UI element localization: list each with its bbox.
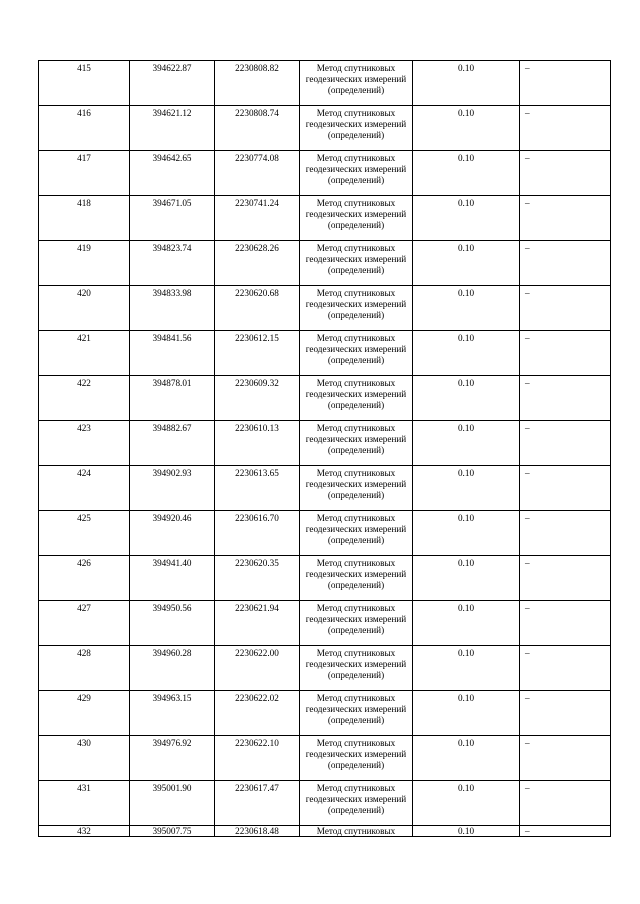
y-coordinate-cell: 2230609.32 — [215, 376, 300, 421]
x-coordinate-cell: 394941.40 — [130, 556, 215, 601]
note-cell: – — [520, 466, 611, 511]
note-cell: – — [520, 736, 611, 781]
accuracy-cell: 0.10 — [413, 556, 520, 601]
point-number-cell: 426 — [39, 556, 130, 601]
table-row — [39, 376, 611, 421]
point-number-cell: 421 — [39, 331, 130, 376]
point-number-cell: 431 — [39, 781, 130, 826]
method-cell: Метод спутниковых геодезических измерений (определений) — [300, 61, 413, 106]
x-coordinate-cell: 394878.01 — [130, 376, 215, 421]
point-number-cell: 429 — [39, 691, 130, 736]
accuracy-cell: 0.10 — [413, 601, 520, 646]
note-cell: – — [520, 556, 611, 601]
note-cell: – — [520, 601, 611, 646]
point-number-cell: 432 — [39, 826, 130, 837]
note-cell: – — [520, 511, 611, 556]
accuracy-cell: 0.10 — [413, 331, 520, 376]
point-number-cell: 415 — [39, 61, 130, 106]
accuracy-cell: 0.10 — [413, 196, 520, 241]
accuracy-cell: 0.10 — [413, 106, 520, 151]
x-coordinate-cell: 394671.05 — [130, 196, 215, 241]
method-cell: Метод спутниковых геодезических измерений (определений) — [300, 736, 413, 781]
accuracy-cell: 0.10 — [413, 376, 520, 421]
x-coordinate-cell: 394621.12 — [130, 106, 215, 151]
point-number-cell: 416 — [39, 106, 130, 151]
method-cell: Метод спутниковых геодезических измерений (определений) — [300, 556, 413, 601]
note-cell: – — [520, 646, 611, 691]
x-coordinate-cell: 394950.56 — [130, 601, 215, 646]
table-row — [39, 61, 611, 106]
table-row — [39, 556, 611, 601]
table-row — [39, 691, 611, 736]
table-row — [39, 601, 611, 646]
method-cell: Метод спутниковых геодезических измерений (определений) — [300, 376, 413, 421]
note-cell: – — [520, 151, 611, 196]
point-number-cell: 425 — [39, 511, 130, 556]
point-number-cell: 418 — [39, 196, 130, 241]
table-row — [39, 736, 611, 781]
y-coordinate-cell: 2230808.82 — [215, 61, 300, 106]
method-cell: Метод спутниковых геодезических измерений (определений) — [300, 286, 413, 331]
y-coordinate-cell: 2230617.47 — [215, 781, 300, 826]
method-cell: Метод спутниковых геодезических измерений (определений) — [300, 421, 413, 466]
table-row — [39, 511, 611, 556]
method-cell: Метод спутниковых геодезических измерений (определений) — [300, 511, 413, 556]
y-coordinate-cell: 2230620.35 — [215, 556, 300, 601]
method-cell: Метод спутниковых геодезических измерений (определений) — [300, 331, 413, 376]
x-coordinate-cell: 394920.46 — [130, 511, 215, 556]
x-coordinate-cell: 394902.93 — [130, 466, 215, 511]
point-number-cell: 428 — [39, 646, 130, 691]
note-cell: – — [520, 421, 611, 466]
accuracy-cell: 0.10 — [413, 466, 520, 511]
table-row — [39, 466, 611, 511]
accuracy-cell: 0.10 — [413, 61, 520, 106]
y-coordinate-cell: 2230618.48 — [215, 826, 300, 837]
method-cell: Метод спутниковых геодезических измерений (определений) — [300, 691, 413, 736]
table-row — [39, 781, 611, 826]
note-cell: – — [520, 826, 611, 837]
x-coordinate-cell: 394622.87 — [130, 61, 215, 106]
note-cell: – — [520, 376, 611, 421]
y-coordinate-cell: 2230616.70 — [215, 511, 300, 556]
accuracy-cell: 0.10 — [413, 151, 520, 196]
accuracy-cell: 0.10 — [413, 691, 520, 736]
method-cell: Метод спутниковых геодезических измерений (определений) — [300, 151, 413, 196]
accuracy-cell: 0.10 — [413, 511, 520, 556]
y-coordinate-cell: 2230613.65 — [215, 466, 300, 511]
table-row — [39, 151, 611, 196]
x-coordinate-cell: 394960.28 — [130, 646, 215, 691]
x-coordinate-cell: 394882.67 — [130, 421, 215, 466]
y-coordinate-cell: 2230620.68 — [215, 286, 300, 331]
point-number-cell: 417 — [39, 151, 130, 196]
table-row — [39, 421, 611, 466]
table-row — [39, 646, 611, 691]
x-coordinate-cell: 395007.75 — [130, 826, 215, 837]
method-cell: Метод спутниковых геодезических измерений (определений) — [300, 241, 413, 286]
table-row — [39, 196, 611, 241]
table-row — [39, 826, 611, 837]
point-number-cell: 420 — [39, 286, 130, 331]
point-number-cell: 423 — [39, 421, 130, 466]
table-row — [39, 106, 611, 151]
note-cell: – — [520, 691, 611, 736]
note-cell: – — [520, 106, 611, 151]
y-coordinate-cell: 2230610.13 — [215, 421, 300, 466]
note-cell: – — [520, 61, 611, 106]
note-cell: – — [520, 196, 611, 241]
method-cell: Метод спутниковых — [300, 826, 413, 837]
y-coordinate-cell: 2230612.15 — [215, 331, 300, 376]
note-cell: – — [520, 286, 611, 331]
accuracy-cell: 0.10 — [413, 736, 520, 781]
y-coordinate-cell: 2230741.24 — [215, 196, 300, 241]
x-coordinate-cell: 394841.56 — [130, 331, 215, 376]
method-cell: Метод спутниковых геодезических измерений (определений) — [300, 196, 413, 241]
x-coordinate-cell: 395001.90 — [130, 781, 215, 826]
note-cell: – — [520, 241, 611, 286]
x-coordinate-cell: 394976.92 — [130, 736, 215, 781]
method-cell: Метод спутниковых геодезических измерений (определений) — [300, 466, 413, 511]
point-number-cell: 424 — [39, 466, 130, 511]
table-row — [39, 241, 611, 286]
method-cell: Метод спутниковых геодезических измерений (определений) — [300, 781, 413, 826]
y-coordinate-cell: 2230621.94 — [215, 601, 300, 646]
method-cell: Метод спутниковых геодезических измерений (определений) — [300, 106, 413, 151]
y-coordinate-cell: 2230774.08 — [215, 151, 300, 196]
accuracy-cell: 0.10 — [413, 421, 520, 466]
accuracy-cell: 0.10 — [413, 286, 520, 331]
x-coordinate-cell: 394963.15 — [130, 691, 215, 736]
coordinates-table — [38, 60, 611, 837]
x-coordinate-cell: 394642.65 — [130, 151, 215, 196]
y-coordinate-cell: 2230808.74 — [215, 106, 300, 151]
accuracy-cell: 0.10 — [413, 781, 520, 826]
y-coordinate-cell: 2230622.02 — [215, 691, 300, 736]
x-coordinate-cell: 394833.98 — [130, 286, 215, 331]
accuracy-cell: 0.10 — [413, 826, 520, 837]
point-number-cell: 419 — [39, 241, 130, 286]
x-coordinate-cell: 394823.74 — [130, 241, 215, 286]
point-number-cell: 430 — [39, 736, 130, 781]
coordinates-table-body — [39, 61, 611, 837]
note-cell: – — [520, 331, 611, 376]
table-row — [39, 286, 611, 331]
note-cell: – — [520, 781, 611, 826]
point-number-cell: 422 — [39, 376, 130, 421]
table-row — [39, 331, 611, 376]
accuracy-cell: 0.10 — [413, 646, 520, 691]
method-cell: Метод спутниковых геодезических измерений (определений) — [300, 646, 413, 691]
accuracy-cell: 0.10 — [413, 241, 520, 286]
y-coordinate-cell: 2230622.00 — [215, 646, 300, 691]
y-coordinate-cell: 2230622.10 — [215, 736, 300, 781]
point-number-cell: 427 — [39, 601, 130, 646]
y-coordinate-cell: 2230628.26 — [215, 241, 300, 286]
method-cell: Метод спутниковых геодезических измерений (определений) — [300, 601, 413, 646]
